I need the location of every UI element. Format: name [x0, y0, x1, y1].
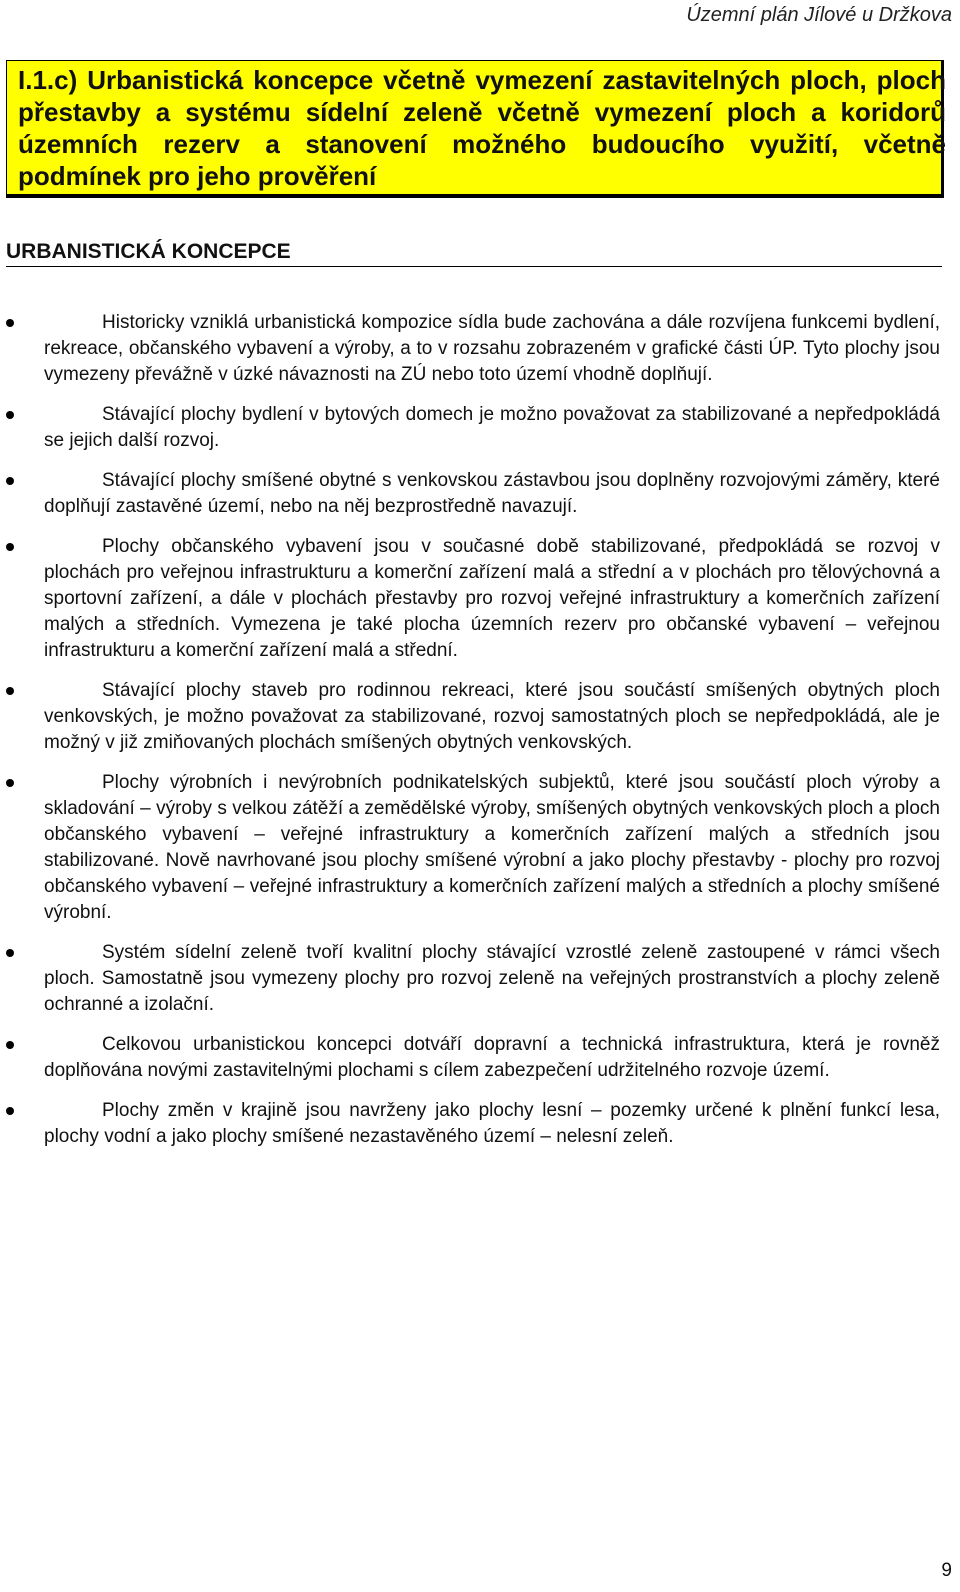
page-number: 9: [941, 1560, 952, 1581]
bullet-icon: [6, 1107, 14, 1115]
list-item: [0, 534, 940, 664]
bullet-icon: [6, 477, 14, 485]
list-item-text: Plochy změn v krajině jsou navrženy jako plochy lesní – pozemky určené k plnění funkcí lesa, plochy vodní a jako plochy smíšené nezastavěného území – nelesní zeleň.: [44, 1100, 940, 1147]
bullet-list: [0, 310, 960, 1164]
list-item-text: Stávající plochy smíšené obytné s venkovskou zástavbou jsou doplněny rozvojovými záměry, které doplňují zastavěné území, nebo na něj bezprostředně navazují.: [44, 470, 940, 517]
bullet-icon: [6, 1041, 14, 1049]
list-item-text: Stávající plochy bydlení v bytových domech je možno považovat za stabilizované a nepředpokládá se jejich další rozvoj.: [44, 404, 940, 451]
list-item: [0, 1032, 940, 1084]
list-item: [0, 770, 940, 926]
list-item: [0, 402, 940, 454]
list-item: [0, 940, 940, 1018]
list-item-text: Plochy výrobních i nevýrobních podnikatelských subjektů, které jsou součástí ploch výroby a skladování – výroby s velkou zátěží a zemědělské výroby, smíšených obytných venkovských ploch a ploch občanského vybavení – veřejné infrastruktury a komerčních zařízení malých a středních jsou stabilizované. Nově navrhované jsou plochy smíšené výrobní a jako plochy přestavby - plochy pro rozvoj občanského vybavení – veřejné infrastruktury a komerčních zařízení malých a středních a plochy smíšené výrobní.: [44, 772, 940, 923]
list-item-text: Systém sídelní zeleně tvoří kvalitní plochy stávající vzrostlé zeleně zastoupené v rámci všech ploch. Samostatně jsou vymezeny plochy pro rozvoj zeleně na veřejných prostranstvích a plochy zeleně ochranné a izolační.: [44, 942, 940, 1015]
bullet-icon: [6, 543, 14, 551]
list-item-text: Stávající plochy staveb pro rodinnou rekreaci, které jsou součástí smíšených obytných ploch venkovských, je možno považovat za stabilizované, rozvoj samostatných ploch se nepředpokládá, ale je možný v již zmiňovaných plochách smíšených obytných venkovských.: [44, 680, 940, 753]
list-item-text: Plochy občanského vybavení jsou v současné době stabilizované, předpokládá se rozvoj v plochách pro veřejnou infrastrukturu a komerční zařízení malá a střední a v plochách pro tělovýchovná a sportovní zařízení, a dále v plochách přestavby pro rozvoj veřejné infrastruktury a komerčních zařízení malých a středních. Vymezena je také plocha územních rezerv pro občanské vybavení – veřejnou infrastrukturu a komerční zařízení malá a střední.: [44, 536, 940, 661]
bullet-icon: [6, 687, 14, 695]
bullet-icon: [6, 779, 14, 787]
list-item: [0, 468, 940, 520]
list-item: [0, 310, 940, 388]
running-header: Územní plán Jílové u Držkova: [686, 4, 952, 26]
bullet-icon: [6, 411, 14, 419]
subheading: URBANISTICKÁ KONCEPCE: [6, 238, 942, 267]
list-item: [0, 1098, 940, 1150]
list-item: [0, 678, 940, 756]
section-title: I.1.c) Urbanistická koncepce včetně vymezení zastavitelných ploch, ploch přestavby a systému sídelní zeleně včetně vymezení ploch a koridorů územních rezerv a stanovení možného budoucího využití, včetně podmínek pro jeho prověření: [18, 65, 946, 191]
list-item-text: Celkovou urbanistickou koncepci dotváří dopravní a technická infrastruktura, která je rovněž doplňována novými zastavitelnými plochami s cílem zabezpečení udržitelného rozvoje území.: [44, 1034, 940, 1081]
bullet-icon: [6, 319, 14, 327]
list-item-text: Historicky vzniklá urbanistická kompozice sídla bude zachována a dále rozvíjena funkcemi bydlení, rekreace, občanského vybavení a výroby, a to v rozsahu zobrazeném v grafické části ÚP. Tyto plochy jsou vymezeny převážně v úzké návaznosti na ZÚ nebo toto území vhodně doplňují.: [44, 312, 940, 385]
bullet-icon: [6, 949, 14, 957]
